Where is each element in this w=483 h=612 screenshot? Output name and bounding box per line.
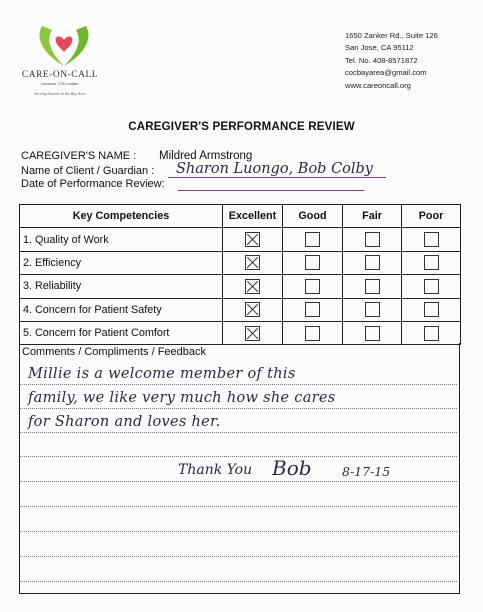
brand-name: CARE-ON-CALL bbox=[21, 70, 99, 80]
checkbox-poor[interactable] bbox=[424, 279, 439, 294]
caregiver-name-label: CAREGIVER'S NAME : bbox=[21, 150, 137, 162]
checkbox-good[interactable] bbox=[305, 302, 320, 317]
comment-line bbox=[20, 506, 457, 507]
comment-line bbox=[20, 456, 457, 457]
checkbox-fair[interactable] bbox=[365, 279, 380, 294]
caregiver-name-value: Mildred Armstrong bbox=[159, 150, 253, 162]
checkbox-fair[interactable] bbox=[365, 255, 380, 270]
competency-label: 2. Efficiency bbox=[20, 251, 223, 274]
checkbox-good[interactable] bbox=[305, 255, 320, 270]
competency-label: 5. Concern for Patient Comfort bbox=[20, 321, 223, 344]
checkbox-excellent[interactable] bbox=[245, 232, 260, 247]
comment-line bbox=[20, 384, 457, 385]
hands-heart-icon bbox=[34, 22, 94, 68]
comment-line bbox=[20, 481, 457, 482]
address-line-2: San Jose, CA 95112 bbox=[345, 43, 414, 53]
table-row bbox=[20, 298, 461, 321]
checkbox-poor[interactable] bbox=[424, 232, 439, 247]
table-header-row bbox=[20, 205, 461, 228]
company-logo bbox=[24, 22, 104, 73]
address-phone: Tel. No. 408-8571872 bbox=[345, 55, 418, 65]
table-row bbox=[20, 275, 461, 298]
checkbox-good[interactable] bbox=[305, 232, 320, 247]
brand-tagline: because YOU matter bbox=[41, 81, 79, 86]
header-excellent: Excellent bbox=[223, 205, 283, 228]
comment-signature: Bob bbox=[272, 456, 312, 480]
checkbox-fair[interactable] bbox=[365, 232, 380, 247]
company-address bbox=[345, 30, 438, 92]
header-good: Good bbox=[283, 205, 343, 228]
comment-text-line-1: Millie is a welcome member of this bbox=[28, 366, 296, 382]
brand-script-line: Serving Seniors in the Bay Area bbox=[34, 91, 86, 96]
comment-line bbox=[20, 531, 457, 532]
checkbox-good[interactable] bbox=[305, 326, 320, 341]
client-name-underline bbox=[168, 177, 386, 178]
competency-label: 3. Reliability bbox=[20, 275, 223, 298]
checkbox-fair[interactable] bbox=[365, 302, 380, 317]
header-fair: Fair bbox=[343, 205, 402, 228]
header-poor: Poor bbox=[402, 205, 461, 228]
comment-text-line-2: family, we like very much how she cares bbox=[28, 390, 336, 406]
checkbox-excellent[interactable] bbox=[245, 326, 260, 341]
checkbox-excellent[interactable] bbox=[245, 279, 260, 294]
comment-signoff: Thank You bbox=[178, 462, 253, 478]
address-web: www.careoncall.org bbox=[345, 80, 411, 90]
table-row bbox=[20, 228, 461, 251]
comment-line bbox=[20, 408, 457, 409]
client-name-label: Name of Client / Guardian : bbox=[21, 165, 155, 177]
client-name-value: Sharon Luongo, Bob Colby bbox=[176, 161, 374, 177]
comment-date: 8-17-15 bbox=[342, 464, 391, 479]
form-title: CAREGIVER'S PERFORMANCE REVIEW bbox=[128, 121, 355, 133]
checkbox-good[interactable] bbox=[305, 279, 320, 294]
competency-table bbox=[19, 204, 461, 345]
review-date-underline bbox=[178, 190, 364, 191]
checkbox-poor[interactable] bbox=[424, 326, 439, 341]
checkbox-excellent[interactable] bbox=[245, 255, 260, 270]
checkbox-excellent[interactable] bbox=[245, 302, 260, 317]
review-date-label: Date of Performance Review: bbox=[21, 178, 165, 190]
checkbox-poor[interactable] bbox=[424, 255, 439, 270]
competency-label: 4. Concern for Patient Safety bbox=[20, 298, 223, 321]
checkbox-fair[interactable] bbox=[365, 326, 380, 341]
header-key-competencies: Key Competencies bbox=[20, 205, 223, 228]
comment-text-line-3: for Sharon and loves her. bbox=[28, 414, 221, 430]
comments-label: Comments / Compliments / Feedback bbox=[22, 346, 207, 358]
table-row bbox=[20, 251, 461, 274]
address-email: cocbayarea@gmail.com bbox=[345, 68, 427, 78]
comment-line bbox=[20, 432, 457, 433]
comment-line bbox=[20, 581, 457, 582]
checkbox-poor[interactable] bbox=[424, 302, 439, 317]
address-line-1: 1650 Zanker Rd., Suite 126 bbox=[345, 31, 438, 40]
comment-line bbox=[20, 556, 457, 557]
table-row bbox=[20, 321, 461, 344]
competency-label: 1. Quality of Work bbox=[20, 228, 223, 251]
